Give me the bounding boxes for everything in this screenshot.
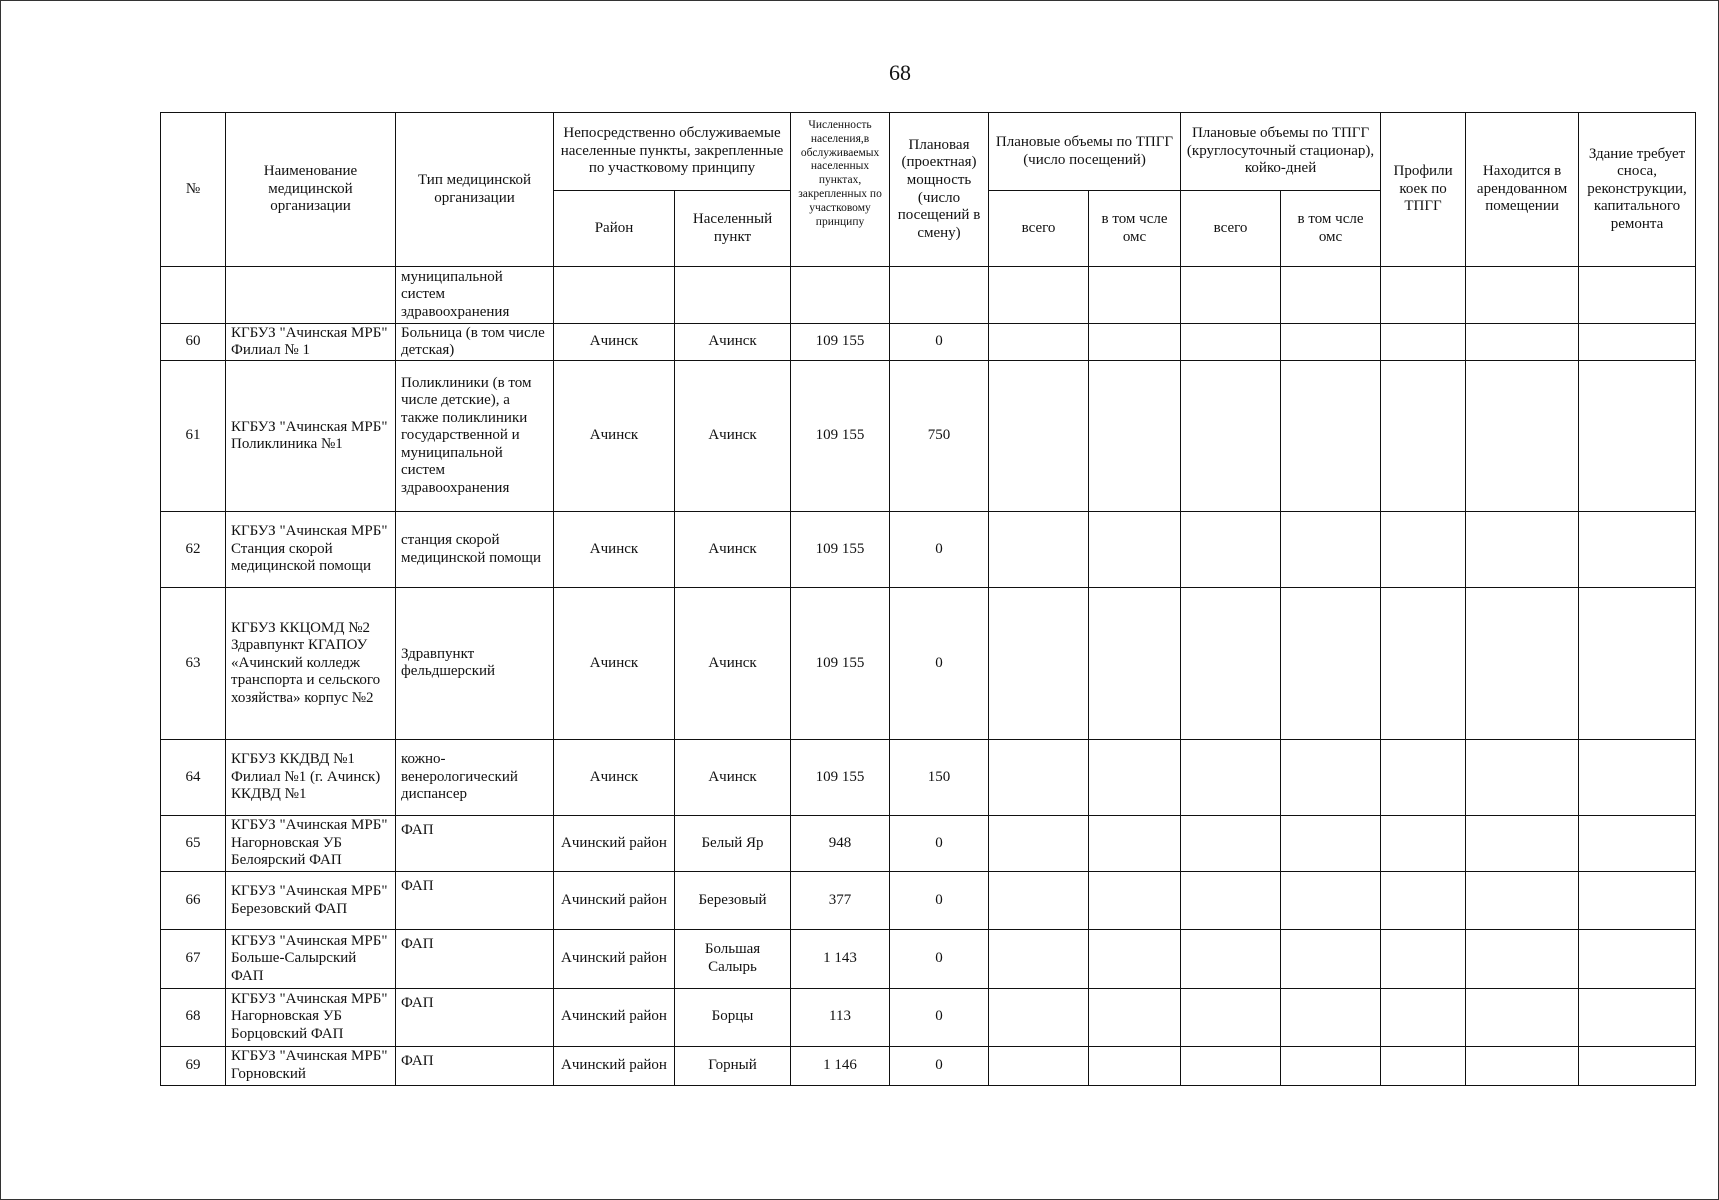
page-number: 68 <box>889 60 911 85</box>
cell-no: 60 <box>161 324 226 361</box>
cell-empty <box>1089 324 1181 361</box>
cell-empty <box>989 930 1089 988</box>
cell-capacity: 0 <box>890 815 989 871</box>
cell-settlement: Большая Салырь <box>675 930 791 988</box>
cell-settlement <box>675 267 791 324</box>
cell-empty <box>1466 739 1579 815</box>
header-visits-oms: в том чсле омс <box>1089 191 1181 267</box>
cell-district: Ачинск <box>554 588 675 740</box>
cell-org-type: ФАП <box>396 815 554 871</box>
table-row <box>161 267 1696 324</box>
cell-org-name <box>226 267 396 324</box>
cell-empty <box>1181 267 1281 324</box>
cell-empty <box>989 815 1089 871</box>
cell-population: 113 <box>791 988 890 1046</box>
cell-empty <box>1281 361 1381 512</box>
cell-district: Ачинский район <box>554 872 675 930</box>
header-planned-visits: Плановые объемы по ТПГГ (число посещений) <box>989 113 1181 191</box>
cell-org-name: КГБУЗ ККЦОМД №2 Здравпункт КГАПОУ «Ачинский колледж транспорта и сельского хозяйства» корпус №2 <box>226 588 396 740</box>
table-row <box>161 739 1696 815</box>
cell-empty <box>1181 361 1281 512</box>
cell-empty <box>1381 588 1466 740</box>
cell-capacity: 0 <box>890 872 989 930</box>
cell-settlement: Ачинск <box>675 324 791 361</box>
cell-empty <box>1089 815 1181 871</box>
cell-empty <box>1579 324 1696 361</box>
header-settlement: Населенный пункт <box>675 191 791 267</box>
cell-population: 377 <box>791 872 890 930</box>
cell-empty <box>989 267 1089 324</box>
cell-empty <box>1281 324 1381 361</box>
cell-org-type: станция скорой медицинской помощи <box>396 511 554 587</box>
cell-empty <box>1466 324 1579 361</box>
cell-empty <box>1381 988 1466 1046</box>
cell-no <box>161 267 226 324</box>
cell-capacity: 0 <box>890 511 989 587</box>
header-served-settlements: Непосредственно обслуживаемые населенные пункты, закрепленные по участковому принципу <box>554 113 791 191</box>
cell-empty <box>989 872 1089 930</box>
cell-empty <box>1579 930 1696 988</box>
cell-empty <box>1381 739 1466 815</box>
cell-no: 64 <box>161 739 226 815</box>
cell-org-name: КГБУЗ ККДВД №1 Филиал №1 (г. Ачинск) ККДВД №1 <box>226 739 396 815</box>
cell-empty <box>1579 872 1696 930</box>
header-district: Район <box>554 191 675 267</box>
header-planned-hospital: Плановые объемы по ТПГГ (круглосуточный стационар), койко-дней <box>1181 113 1381 191</box>
cell-org-type: ФАП <box>396 930 554 988</box>
cell-empty <box>1281 267 1381 324</box>
cell-no: 68 <box>161 988 226 1046</box>
cell-empty <box>989 1046 1089 1085</box>
cell-empty <box>1181 930 1281 988</box>
cell-capacity: 0 <box>890 930 989 988</box>
cell-empty <box>1181 872 1281 930</box>
cell-settlement: Ачинск <box>675 588 791 740</box>
cell-empty <box>1089 930 1181 988</box>
cell-empty <box>989 588 1089 740</box>
cell-empty <box>1579 988 1696 1046</box>
table-row <box>161 588 1696 740</box>
cell-empty <box>1181 588 1281 740</box>
cell-empty <box>1281 1046 1381 1085</box>
cell-empty <box>1089 988 1181 1046</box>
cell-empty <box>1089 267 1181 324</box>
cell-capacity: 0 <box>890 1046 989 1085</box>
cell-capacity: 0 <box>890 324 989 361</box>
cell-empty <box>989 361 1089 512</box>
cell-district: Ачинск <box>554 511 675 587</box>
cell-org-name: КГБУЗ "Ачинская МРБ" Поликлиника №1 <box>226 361 396 512</box>
cell-empty <box>1466 267 1579 324</box>
cell-empty <box>989 511 1089 587</box>
header-needs-repair: Здание требует сноса, реконструкции, капитального ремонта <box>1579 113 1696 267</box>
cell-capacity: 150 <box>890 739 989 815</box>
table-row <box>161 988 1696 1046</box>
cell-capacity: 0 <box>890 988 989 1046</box>
cell-population: 109 155 <box>791 588 890 740</box>
cell-population: 109 155 <box>791 324 890 361</box>
table-row <box>161 1046 1696 1085</box>
table-row <box>161 511 1696 587</box>
header-hospital-total: всего <box>1181 191 1281 267</box>
cell-empty <box>989 739 1089 815</box>
cell-settlement: Ачинск <box>675 361 791 512</box>
cell-population: 948 <box>791 815 890 871</box>
cell-capacity <box>890 267 989 324</box>
cell-org-type: Здравпункт фельдшерский <box>396 588 554 740</box>
cell-org-name: КГБУЗ "Ачинская МРБ" Филиал № 1 <box>226 324 396 361</box>
cell-empty <box>1381 815 1466 871</box>
cell-empty <box>1466 988 1579 1046</box>
cell-population: 1 143 <box>791 930 890 988</box>
cell-empty <box>1579 1046 1696 1085</box>
cell-district: Ачинский район <box>554 815 675 871</box>
header-planned-capacity: Плановая (проектная) мощность (число посещений в смену) <box>890 113 989 267</box>
cell-district <box>554 267 675 324</box>
cell-no: 65 <box>161 815 226 871</box>
cell-org-name: КГБУЗ "Ачинская МРБ" Нагорновская УБ Борцовский ФАП <box>226 988 396 1046</box>
cell-empty <box>1466 815 1579 871</box>
table-row <box>161 815 1696 871</box>
cell-empty <box>1579 815 1696 871</box>
table-body <box>161 267 1696 1086</box>
cell-org-name: КГБУЗ "Ачинская МРБ" Станция скорой медицинской помощи <box>226 511 396 587</box>
cell-population <box>791 267 890 324</box>
cell-org-name: КГБУЗ "Ачинская МРБ" Больше-Салырский ФАП <box>226 930 396 988</box>
medical-organizations-table <box>160 112 1696 1086</box>
cell-org-type: ФАП <box>396 872 554 930</box>
cell-org-type: ФАП <box>396 1046 554 1085</box>
cell-empty <box>1089 1046 1181 1085</box>
cell-empty <box>1466 511 1579 587</box>
cell-empty <box>1089 872 1181 930</box>
cell-empty <box>1089 511 1181 587</box>
cell-empty <box>1281 930 1381 988</box>
cell-empty <box>989 324 1089 361</box>
cell-empty <box>1579 267 1696 324</box>
table-row <box>161 930 1696 988</box>
cell-population: 109 155 <box>791 361 890 512</box>
header-bed-profiles: Профили коек по ТПГГ <box>1381 113 1466 267</box>
cell-empty <box>1466 361 1579 512</box>
cell-no: 66 <box>161 872 226 930</box>
cell-empty <box>1281 739 1381 815</box>
cell-empty <box>1181 988 1281 1046</box>
cell-empty <box>1381 1046 1466 1085</box>
cell-no: 67 <box>161 930 226 988</box>
cell-org-type: Больница (в том числе детская) <box>396 324 554 361</box>
header-hospital-oms: в том чсле омс <box>1281 191 1381 267</box>
cell-org-name: КГБУЗ "Ачинская МРБ" Нагорновская УБ Белоярский ФАП <box>226 815 396 871</box>
header-no: № <box>161 113 226 267</box>
cell-org-type: муниципальной систем здравоохранения <box>396 267 554 324</box>
cell-empty <box>1466 1046 1579 1085</box>
cell-capacity: 0 <box>890 588 989 740</box>
cell-settlement: Горный <box>675 1046 791 1085</box>
cell-empty <box>1466 930 1579 988</box>
cell-empty <box>989 988 1089 1046</box>
cell-org-type: кожно-венерологический диспансер <box>396 739 554 815</box>
cell-empty <box>1381 872 1466 930</box>
cell-empty <box>1381 267 1466 324</box>
cell-no: 61 <box>161 361 226 512</box>
table-row <box>161 361 1696 512</box>
cell-district: Ачинский район <box>554 930 675 988</box>
cell-settlement: Борцы <box>675 988 791 1046</box>
cell-no: 69 <box>161 1046 226 1085</box>
table-row <box>161 872 1696 930</box>
cell-empty <box>1381 930 1466 988</box>
cell-capacity: 750 <box>890 361 989 512</box>
header-org-name: Наименование медицинской организации <box>226 113 396 267</box>
cell-org-name: КГБУЗ "Ачинская МРБ" Березовский ФАП <box>226 872 396 930</box>
cell-empty <box>1281 872 1381 930</box>
cell-empty <box>1181 1046 1281 1085</box>
cell-empty <box>1381 511 1466 587</box>
cell-population: 109 155 <box>791 739 890 815</box>
cell-district: Ачинский район <box>554 988 675 1046</box>
header-visits-total: всего <box>989 191 1089 267</box>
cell-empty <box>1381 361 1466 512</box>
cell-empty <box>1281 815 1381 871</box>
cell-empty <box>1089 739 1181 815</box>
cell-empty <box>1281 511 1381 587</box>
header-population: Численность населения,в обслуживаемых населенных пунктах, закрепленных по участковому принципу <box>791 113 890 267</box>
cell-empty <box>1579 588 1696 740</box>
cell-district: Ачинск <box>554 739 675 815</box>
cell-org-type: ФАП <box>396 988 554 1046</box>
cell-org-name: КГБУЗ "Ачинская МРБ" Горновский <box>226 1046 396 1085</box>
cell-empty <box>1466 588 1579 740</box>
cell-empty <box>1181 511 1281 587</box>
cell-empty <box>1281 588 1381 740</box>
cell-settlement: Белый Яр <box>675 815 791 871</box>
cell-empty <box>1181 815 1281 871</box>
cell-empty <box>1089 361 1181 512</box>
cell-settlement: Ачинск <box>675 511 791 587</box>
cell-org-type: Поликлиники (в том числе детские), а также поликлиники государственной и муниципальной систем здравоохранения <box>396 361 554 512</box>
cell-district: Ачинск <box>554 324 675 361</box>
cell-settlement: Ачинск <box>675 739 791 815</box>
header-org-type: Тип медицинской организации <box>396 113 554 267</box>
cell-population: 1 146 <box>791 1046 890 1085</box>
cell-empty <box>1466 872 1579 930</box>
cell-empty <box>1579 511 1696 587</box>
cell-district: Ачинск <box>554 361 675 512</box>
cell-empty <box>1089 588 1181 740</box>
cell-no: 62 <box>161 511 226 587</box>
cell-district: Ачинский район <box>554 1046 675 1085</box>
table-row <box>161 324 1696 361</box>
cell-no: 63 <box>161 588 226 740</box>
table-header <box>161 113 1696 267</box>
cell-empty <box>1579 739 1696 815</box>
cell-settlement: Березовый <box>675 872 791 930</box>
header-rented-premises: Находится в арендованном помещении <box>1466 113 1579 267</box>
cell-empty <box>1181 324 1281 361</box>
cell-empty <box>1181 739 1281 815</box>
cell-empty <box>1381 324 1466 361</box>
cell-empty <box>1579 361 1696 512</box>
cell-empty <box>1281 988 1381 1046</box>
cell-population: 109 155 <box>791 511 890 587</box>
